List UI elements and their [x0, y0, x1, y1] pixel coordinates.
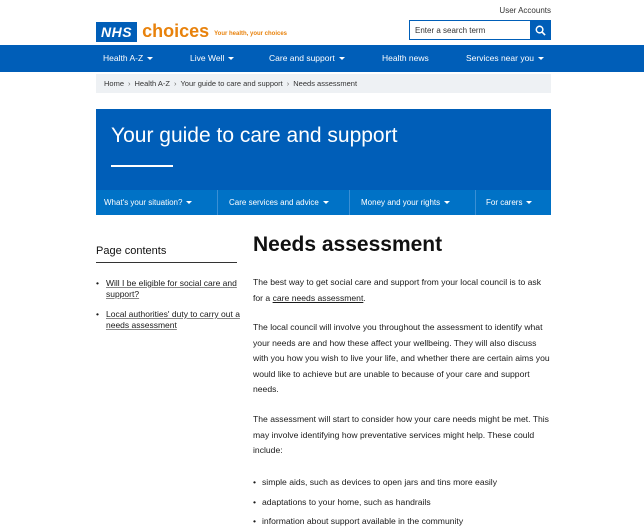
chevron-down-icon [339, 57, 345, 60]
page-contents-link-local-authorities[interactable]: • Local authorities' duty to carry out a needs assessment [96, 309, 241, 331]
nav-label: Care and support [269, 53, 335, 63]
list-item: • information about support available in the community [253, 512, 497, 528]
nhs-logo-text: NHS [96, 22, 137, 42]
section-subnav [96, 190, 551, 215]
search-form [409, 20, 551, 40]
breadcrumb-health-a-z[interactable]: Health A-Z [134, 79, 170, 88]
chevron-down-icon [526, 201, 532, 204]
article-paragraph [253, 275, 553, 306]
breadcrumb-separator: › [286, 79, 290, 88]
subnav-care-services-and-advice[interactable] [229, 190, 329, 215]
article-paragraph: The assessment will start to consider how your care needs might be met. This may involve identifying how preventative services might help. These could include: [253, 414, 549, 455]
banner-rule [111, 165, 173, 167]
page-contents-list [96, 309, 241, 331]
paragraph-text: . [363, 292, 366, 303]
nav-label: Live Well [190, 53, 225, 63]
search-button[interactable] [530, 21, 550, 39]
chevron-down-icon [186, 201, 192, 204]
subnav-divider [217, 190, 218, 215]
nav-care-and-support[interactable] [269, 53, 345, 63]
chevron-down-icon [228, 57, 234, 60]
breadcrumb-separator: › [128, 79, 131, 88]
paragraph-text: The best way to get social care and support from your local council is to ask for a [253, 277, 542, 303]
subnav-label: For carers [486, 198, 523, 207]
page-contents-link-eligibility[interactable]: • Will I be eligible for social care and support? [96, 278, 241, 300]
nav-health-a-z[interactable] [103, 53, 153, 63]
breadcrumb-current: Needs assessment [293, 79, 358, 88]
choices-logo-text: choices [142, 21, 210, 41]
chevron-down-icon [323, 201, 329, 204]
breadcrumb-separator: › [173, 79, 177, 88]
article-bullet-list [253, 473, 497, 528]
section-banner [96, 109, 551, 215]
user-accounts-link[interactable]: User Accounts [499, 6, 551, 15]
subnav-label: Care services and advice [229, 198, 319, 207]
search-input[interactable] [410, 21, 530, 39]
nav-label: Health A-Z [103, 53, 144, 63]
subnav-whats-your-situation[interactable] [104, 190, 192, 215]
search-icon [535, 25, 546, 36]
nav-live-well[interactable] [190, 53, 234, 63]
subnav-for-carers[interactable] [486, 190, 532, 215]
list-item: • simple aids, such as devices to open jars and tins more easily [253, 473, 497, 493]
care-needs-assessment-link[interactable]: care needs assessment [272, 292, 364, 303]
subnav-divider [349, 190, 350, 215]
breadcrumb-home[interactable]: Home [104, 79, 125, 88]
main-navigation [0, 45, 644, 72]
page-contents-list [96, 278, 241, 300]
article-paragraph: The local council will involve you throughout the assessment to identify what your needs are and how these affect your wellbeing. They will also discuss with you how you wish to live your life, and whether there are certain aims you would like to achieve but are unable to because of your care and support needs. [253, 322, 550, 394]
breadcrumb-care-guide[interactable]: Your guide to care and support [180, 79, 283, 88]
chevron-down-icon [147, 57, 153, 60]
subnav-label: What's your situation? [104, 198, 183, 207]
page-contents-rule [96, 262, 237, 263]
nav-services-near-you[interactable] [466, 53, 544, 63]
nav-label: Health news [382, 53, 429, 63]
subnav-divider [475, 190, 476, 215]
chevron-down-icon [538, 57, 544, 60]
page-title: Needs assessment [253, 233, 443, 256]
banner-title: Your guide to care and support [111, 124, 398, 147]
subnav-label: Money and your rights [361, 198, 441, 207]
chevron-down-icon [444, 201, 450, 204]
nav-health-news[interactable] [382, 53, 429, 63]
nhs-choices-logo[interactable] [96, 21, 287, 42]
subnav-money-and-your-rights[interactable] [361, 190, 450, 215]
list-item: • adaptations to your home, such as handrails [253, 493, 497, 513]
breadcrumb [96, 74, 551, 93]
nav-label: Services near you [466, 53, 535, 63]
tagline: Your health, your choices [214, 30, 288, 37]
page-contents-title: Page contents [96, 245, 167, 257]
